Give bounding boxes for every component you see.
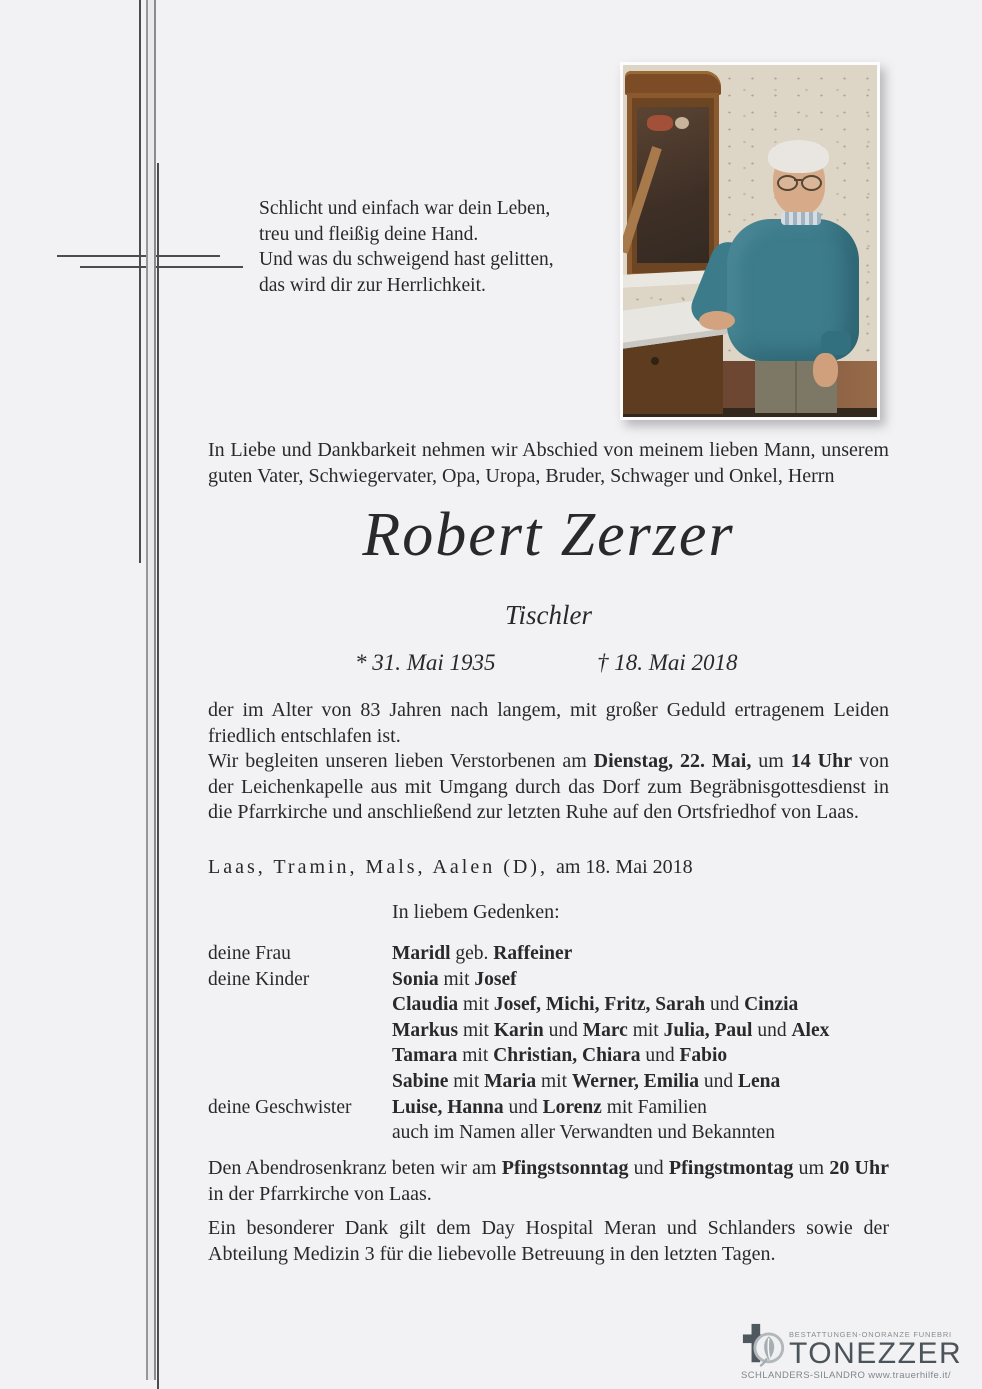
family-role-label xyxy=(208,992,392,1018)
deceased-photo xyxy=(620,62,880,420)
family-role-label: deine Frau xyxy=(208,943,291,964)
family-row xyxy=(208,1043,948,1069)
family-list xyxy=(208,941,948,1146)
memorial-verse xyxy=(259,196,554,298)
family-role-label xyxy=(208,1069,392,1095)
death-date: † 18. Mai 2018 xyxy=(597,650,738,675)
family-row xyxy=(208,1069,948,1095)
photo-shelf-item xyxy=(647,115,673,131)
death-paragraph: der im Alter von 83 Jahren nach langem, mit großer Geduld ertragenem Leiden friedlich entschlafen ist. xyxy=(208,699,889,747)
photo-man-hand-left xyxy=(813,353,838,387)
photo-glasses-lens xyxy=(777,175,798,191)
family-names: Sonia mit Josef xyxy=(392,968,517,990)
ornament-vertical-line-right xyxy=(157,163,159,1389)
family-names: Sabine mit Maria mit Werner, Emilia und Lena xyxy=(392,1070,781,1092)
family-row xyxy=(208,941,948,967)
family-row xyxy=(208,1018,948,1044)
funeral-paragraph: Wir begleiten unseren lieben Verstorbenen am Dienstag, 22. Mai, um 14 Uhr von der Leichenkapelle aus mit Umgang durch das Dorf zum Begräbnisgottesdienst in die Pfarrkirche und anschließend zur letzten Ruhe auf den Ortsfriedhof von Laas. xyxy=(208,750,889,824)
photo-cabinet-pediment xyxy=(625,71,721,95)
family-role-label xyxy=(208,1043,392,1069)
photo-shelf-item xyxy=(675,117,689,129)
photo-sweater-cuff xyxy=(821,331,851,355)
family-names: auch im Namen aller Verwandten und Bekannten xyxy=(392,1122,776,1144)
family-row xyxy=(208,967,948,993)
family-row xyxy=(208,1095,948,1121)
family-row xyxy=(208,992,948,1018)
family-role-label: deine Geschwister xyxy=(208,1096,352,1118)
logo-text-column xyxy=(789,1330,962,1368)
logo-name: TONEZZER xyxy=(789,1337,963,1370)
remembrance-heading: In liebem Gedenken: xyxy=(392,901,560,923)
ornament-vertical-line-left xyxy=(139,0,141,563)
photo-pants-crease xyxy=(795,361,797,413)
family-names: Maridl geb. Raffeiner xyxy=(392,943,573,964)
dateline: Laas, Tramin, Mals, Aalen (D), am 18. Mai 2018 xyxy=(208,856,693,878)
birth-date: * 31. Mai 1935 xyxy=(355,650,496,675)
photo-glasses-bridge xyxy=(794,179,802,181)
deceased-profession: Tischler xyxy=(504,600,592,630)
announcement-body xyxy=(208,698,889,826)
family-names: Markus mit Karin und Marc mit Julia, Paul und Alex xyxy=(392,1019,830,1041)
announcement-intro: In Liebe und Dankbarkeit nehmen wir Abschied von meinem lieben Mann, unserem guten Vater, Schwiegervater, Opa, Uropa, Bruder, Schwager und Onkel, Herrn xyxy=(208,439,889,487)
logo-tagline: BESTATTUNGEN-ONORANZE FUNEBRI xyxy=(789,1330,952,1339)
photo-man-hand-right xyxy=(699,311,735,330)
family-role-label xyxy=(208,1120,392,1146)
ornament-vertical-ridge xyxy=(146,0,156,1380)
verse-line: Und was du schweigend hast gelitten, xyxy=(259,249,554,270)
photo-man-hair xyxy=(768,140,829,173)
photo-drawer-knob xyxy=(651,357,659,365)
logo-row xyxy=(741,1322,963,1370)
logo-subline: SCHLANDERS-SILANDRO www.trauerhilfe.it/ xyxy=(741,1370,951,1381)
family-names: Tamara mit Christian, Chiara und Fabio xyxy=(392,1045,728,1067)
funeral-home-logo xyxy=(741,1322,963,1381)
family-names: Claudia mit Josef, Michi, Fritz, Sarah und Cinzia xyxy=(392,994,799,1016)
ornament-cross-arm-lower xyxy=(80,266,243,268)
cross-leaf-icon xyxy=(741,1322,787,1368)
photo-shirt-collar xyxy=(781,212,821,225)
verse-line: Schlicht und einfach war dein Leben, xyxy=(259,198,551,219)
verse-line: das wird dir zur Herrlichkeit. xyxy=(259,274,486,296)
thanks-paragraph: Ein besonderer Dank gilt dem Day Hospital Meran und Schlanders sowie der Abteilung Medizin 3 für die liebevolle Betreuung in den letzten Tagen. xyxy=(208,1217,889,1265)
photo-glasses-lens xyxy=(801,175,822,191)
family-row xyxy=(208,1120,948,1146)
verse-line: treu und fleißig deine Hand. xyxy=(259,223,479,245)
deceased-name: Robert Zerzer xyxy=(362,501,735,569)
family-role-label: deine Kinder xyxy=(208,968,310,990)
rosary-paragraph: Den Abendrosenkranz beten wir am Pfingstsonntag und Pfingstmontag um 20 Uhr in der Pfarrkirche von Laas. xyxy=(208,1157,890,1205)
family-role-label xyxy=(208,1018,392,1044)
family-names: Luise, Hanna und Lorenz mit Familien xyxy=(392,1096,707,1118)
